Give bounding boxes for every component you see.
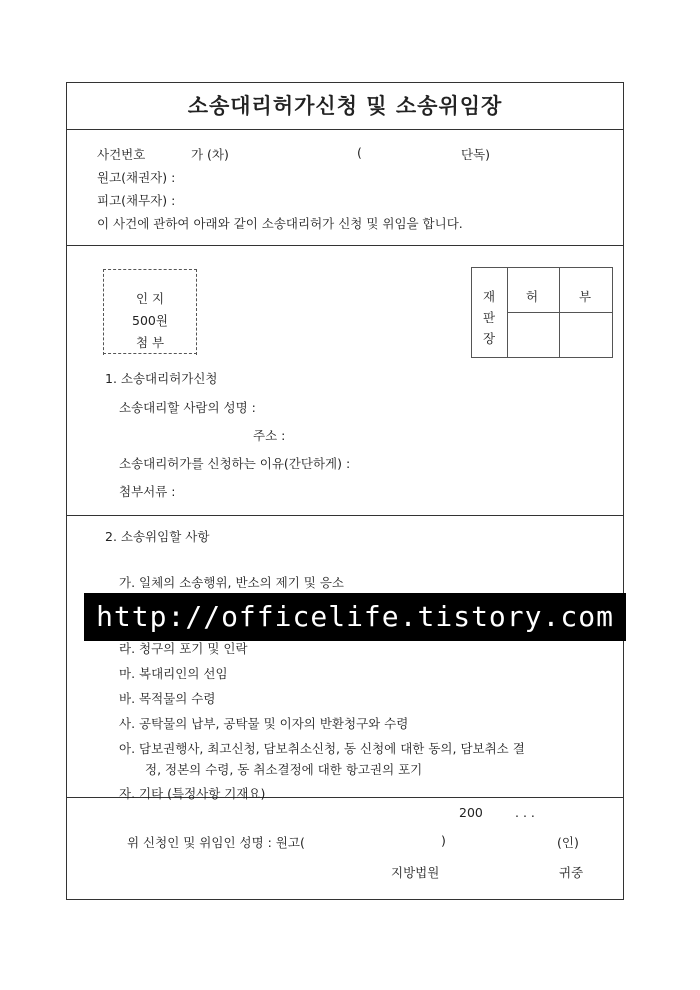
attachments-label: 첨부서류 :	[119, 484, 176, 499]
judge-char-2: 판	[483, 310, 496, 325]
judge-char-3: 장	[483, 331, 496, 346]
case-type: 가 (차)	[191, 147, 229, 162]
revenue-stamp-box	[103, 269, 197, 355]
statement-text: 이 사건에 관하여 아래와 같이 소송대리허가 신청 및 위임을 합니다.	[97, 216, 463, 231]
seal-mark: (인)	[557, 835, 579, 850]
judge-char-1: 재	[483, 289, 496, 304]
signer-label: 위 신청인 및 위임인 성명 : 원고(	[127, 835, 305, 850]
delegation-item: 가. 일체의 소송행위, 반소의 제기 및 응소	[119, 575, 344, 590]
form-frame	[66, 82, 624, 900]
signature-section	[67, 797, 623, 901]
defendant-label: 피고(채무자) :	[97, 193, 176, 208]
section1-heading: 1. 소송대리허가신청	[105, 371, 218, 386]
date-dots: . . .	[515, 805, 535, 820]
case-info-section	[67, 129, 623, 246]
stamp-line3: 첨 부	[135, 335, 165, 350]
signer-close: )	[441, 833, 446, 848]
case-number-label: 사건번호	[97, 147, 146, 162]
reason-label: 소송대리허가를 신청하는 이유(간단하게) :	[119, 456, 351, 471]
case-single: 단독)	[461, 147, 491, 162]
section2-heading: 2. 소송위임할 사항	[105, 529, 210, 544]
agent-name-label: 소송대리할 사람의 성명 :	[119, 400, 256, 415]
delegation-item: 마. 복대리인의 선임	[119, 666, 228, 681]
plaintiff-label: 원고(채권자) :	[97, 170, 176, 185]
watermark-banner: http://officelife.tistory.com	[84, 593, 626, 641]
form-title: 소송대리허가신청 및 소송위임장	[67, 83, 623, 130]
section-delegation-items	[67, 515, 623, 801]
honorific: 귀중	[559, 865, 584, 880]
delegation-item: 아. 담보권행사, 최고신청, 담보취소신청, 동 신청에 대한 동의, 담보취소 결	[119, 741, 525, 756]
court-name: 지방법원	[391, 865, 440, 880]
date-year: 200	[459, 805, 483, 820]
delegation-item: 바. 목적물의 수령	[119, 691, 216, 706]
stamp-amount: 500원	[132, 313, 168, 328]
delegation-item: 사. 공탁물의 납부, 공탁물 및 이자의 반환청구와 수령	[119, 716, 409, 731]
section-permission-request	[67, 245, 623, 516]
delegation-item: 자. 기타 (특정사항 기재요)	[119, 786, 266, 801]
agent-address-label: 주소 :	[253, 428, 286, 443]
delegation-item-continued: 정, 정본의 수령, 동 취소결정에 대한 항고권의 포기	[145, 762, 423, 777]
delegation-item: 라. 청구의 포기 및 인락	[119, 641, 248, 656]
judge-approval-box	[471, 267, 613, 359]
case-paren-open: (	[357, 145, 362, 160]
judge-heo: 허	[526, 289, 539, 304]
judge-bu: 부	[579, 289, 592, 304]
stamp-line1: 인 지	[135, 291, 165, 306]
